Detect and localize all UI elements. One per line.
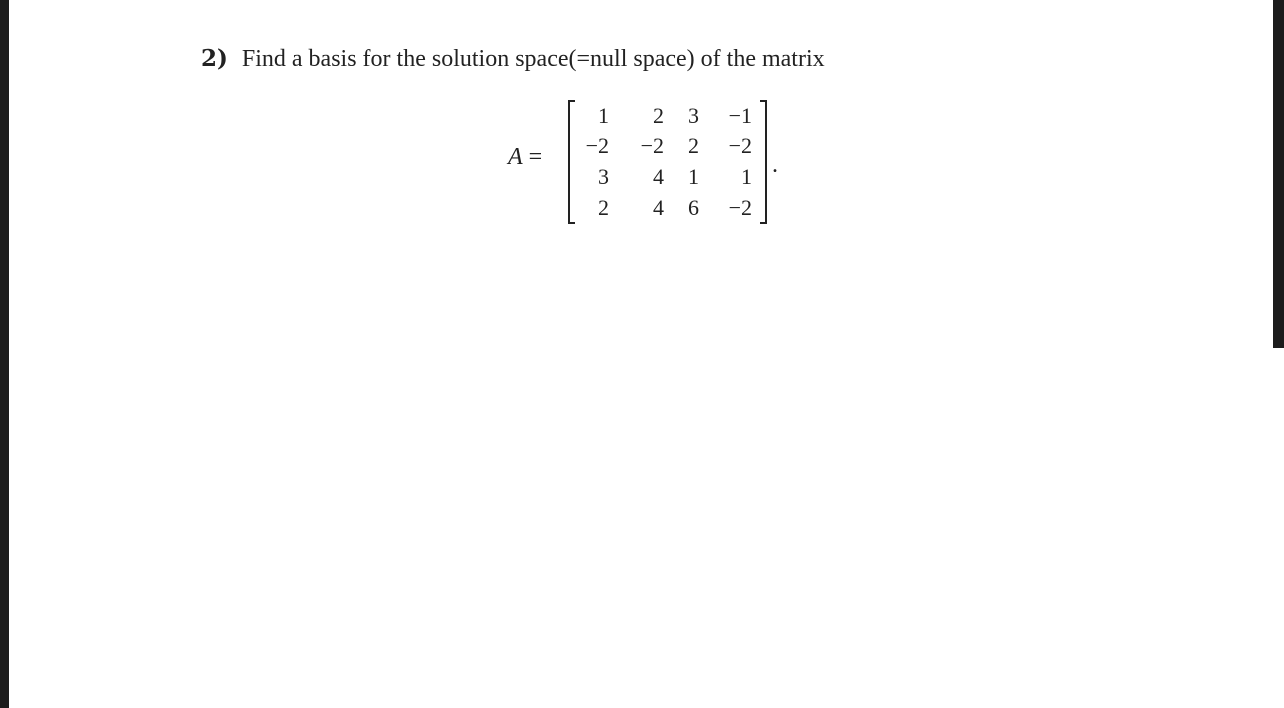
matrix-cell: 2 [598,195,609,220]
problem-statement [201,42,825,76]
problem-number: 2) [201,45,228,72]
matrix-cell: 3 [688,103,699,128]
matrix-cell: 4 [653,164,664,189]
matrix-cell: 1 [688,164,699,189]
matrix-cell: 3 [598,164,609,189]
matrix-body [580,101,766,223]
matrix-cell: 2 [688,133,699,158]
window-edge [1273,0,1284,348]
right-bracket [760,100,767,224]
matrix-cell: 4 [653,195,664,220]
matrix-cell: 1 [598,103,609,128]
problem-text: Find a basis for the solution space(=null space) of the matrix [241,46,825,72]
matrix-cell: −2 [640,133,664,158]
matrix-cell: 2 [653,103,664,128]
left-bracket [568,100,575,224]
matrix-cell: 1 [741,164,752,189]
matrix-cell: −2 [585,133,609,158]
equation-lhs [508,144,542,171]
matrix-cell: 6 [688,195,699,220]
page-margin [1273,348,1284,708]
matrix-cell: −2 [728,133,752,158]
matrix-cell: −2 [728,195,752,220]
equals-sign: = [528,144,543,170]
matrix-equation [508,100,788,230]
equation-period: . [772,152,778,178]
matrix-variable: A [508,144,523,170]
matrix-cell: −1 [728,103,752,128]
